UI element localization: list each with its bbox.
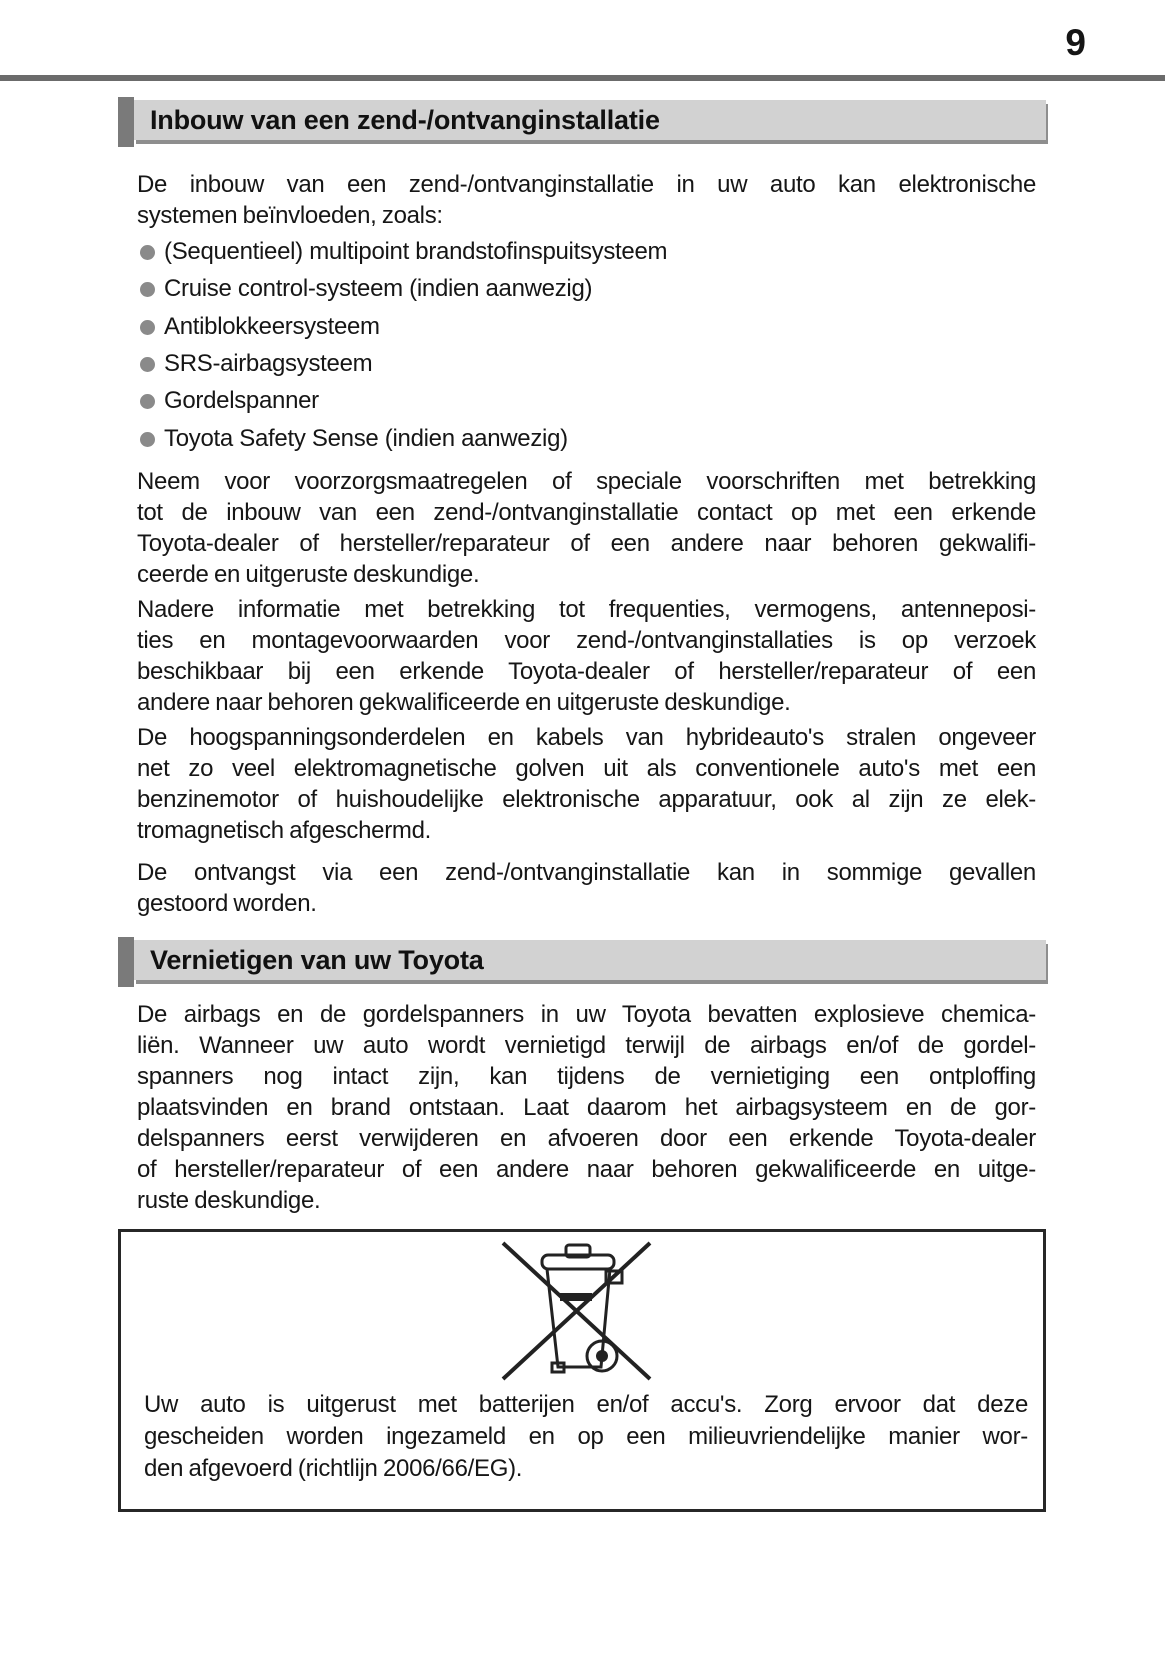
paragraph xyxy=(137,169,1036,231)
bullet-list-item xyxy=(140,270,1036,307)
section-header-vernietigen xyxy=(118,940,1046,988)
header-accent-bar xyxy=(118,97,134,147)
paragraph xyxy=(137,857,1036,919)
bullet-list-item xyxy=(140,233,1036,270)
bullet-icon xyxy=(140,394,155,409)
text-line: ruste deskundige. xyxy=(137,1187,321,1214)
bullet-icon xyxy=(140,432,155,447)
text-line: Nadere informatie met betrekking tot frequenties, vermogens, antenneposi- xyxy=(137,596,1036,623)
section-header-inbouw xyxy=(118,100,1046,148)
bullet-text: SRS-airbagsysteem xyxy=(164,349,373,377)
text-line: beschikbaar bij een erkende Toyota-dealer of hersteller/reparateur of een xyxy=(137,658,1036,685)
text-line: delspanners eerst verwijderen en afvoeren door een erkende Toyota-dealer xyxy=(137,1125,1036,1152)
text-line: ceerde en uitgeruste deskundige. xyxy=(137,561,480,588)
text-line: De airbags en de gordelspanners in uw Toyota bevatten explosieve chemica- xyxy=(137,1001,1036,1028)
header-accent-bar xyxy=(118,937,134,987)
paragraph xyxy=(137,594,1036,718)
bullet-icon xyxy=(140,320,155,335)
text-line: net zo veel elektromagnetische golven uit als conventionele auto's met een xyxy=(137,755,1036,782)
battery-notice-box xyxy=(118,1229,1046,1512)
text-line: Neem voor voorzorgsmaatregelen of speciale voorschriften met betrekking xyxy=(137,468,1036,495)
header-rule xyxy=(0,75,1165,81)
text-line: De inbouw van een zend-/ontvanginstallatie in uw auto kan elektronische xyxy=(137,171,1036,198)
paragraph xyxy=(137,466,1036,590)
paragraph xyxy=(137,722,1036,846)
weee-crossed-out-wheelie-bin-icon xyxy=(500,1239,653,1383)
text-line: liën. Wanneer uw auto wordt vernietigd terwijl de airbags en/of de gordel- xyxy=(137,1032,1036,1059)
text-line: gescheiden worden ingezameld en op een milieuvriendelijke manier wor- xyxy=(144,1423,1028,1450)
bullet-list-item xyxy=(140,382,1036,419)
text-line: Toyota-dealer of hersteller/reparateur of een andere naar behoren gekwalifi- xyxy=(137,530,1036,557)
text-line: den afgevoerd (richtlijn 2006/66/EG). xyxy=(144,1455,523,1482)
text-line: De ontvangst via een zend-/ontvanginstallatie kan in sommige gevallen xyxy=(137,859,1036,886)
bullet-text: Toyota Safety Sense (indien aanwezig) xyxy=(164,424,568,452)
text-line: tromagnetisch afgeschermd. xyxy=(137,817,432,844)
paragraph xyxy=(137,999,1036,1216)
text-line: of hersteller/reparateur of een andere naar behoren gekwalificeerde en uitge- xyxy=(137,1156,1036,1183)
section-title: Vernietigen van uw Toyota xyxy=(150,945,484,975)
bullet-text: Antiblokkeersysteem xyxy=(164,312,380,340)
text-line: tot de inbouw van een zend-/ontvanginstallatie contact op met een erkende xyxy=(137,499,1036,526)
bullet-list-item xyxy=(140,420,1036,457)
text-line: spanners nog intact zijn, kan tijdens de vernietiging een ontploffing xyxy=(137,1063,1036,1090)
text-line: benzinemotor of huishoudelijke elektronische apparatuur, ook al zijn ze elek- xyxy=(137,786,1036,813)
bullet-icon xyxy=(140,282,155,297)
bullet-list-item xyxy=(140,308,1036,345)
section-title: Inbouw van een zend-/ontvanginstallatie xyxy=(150,105,660,135)
text-line: ties en montagevoorwaarden voor zend-/ontvanginstallaties is op verzoek xyxy=(137,627,1036,654)
bullet-list-item xyxy=(140,345,1036,382)
bullet-text: Cruise control-systeem (indien aanwezig) xyxy=(164,275,593,303)
text-line: andere naar behoren gekwalificeerde en uitgeruste deskundige. xyxy=(137,689,791,716)
text-line: systemen beïnvloeden, zoals: xyxy=(137,202,443,229)
bullet-list xyxy=(140,233,1036,457)
page-number: 9 xyxy=(1065,22,1086,63)
bullet-text: (Sequentieel) multipoint brandstofinspuitsysteem xyxy=(164,238,668,265)
bullet-text: Gordelspanner xyxy=(164,387,319,415)
text-line: Uw auto is uitgerust met batterijen en/of accu's. Zorg ervoor dat deze xyxy=(144,1391,1028,1418)
text-line: plaatsvinden en brand ontstaan. Laat daarom het airbagsysteem en de gor- xyxy=(137,1094,1036,1121)
text-line: gestoord worden. xyxy=(137,890,317,917)
bullet-icon xyxy=(140,357,155,372)
bullet-icon xyxy=(140,245,155,260)
text-line: De hoogspanningsonderdelen en kabels van hybrideauto's stralen ongeveer xyxy=(137,724,1036,751)
battery-notice-text xyxy=(144,1389,1028,1485)
